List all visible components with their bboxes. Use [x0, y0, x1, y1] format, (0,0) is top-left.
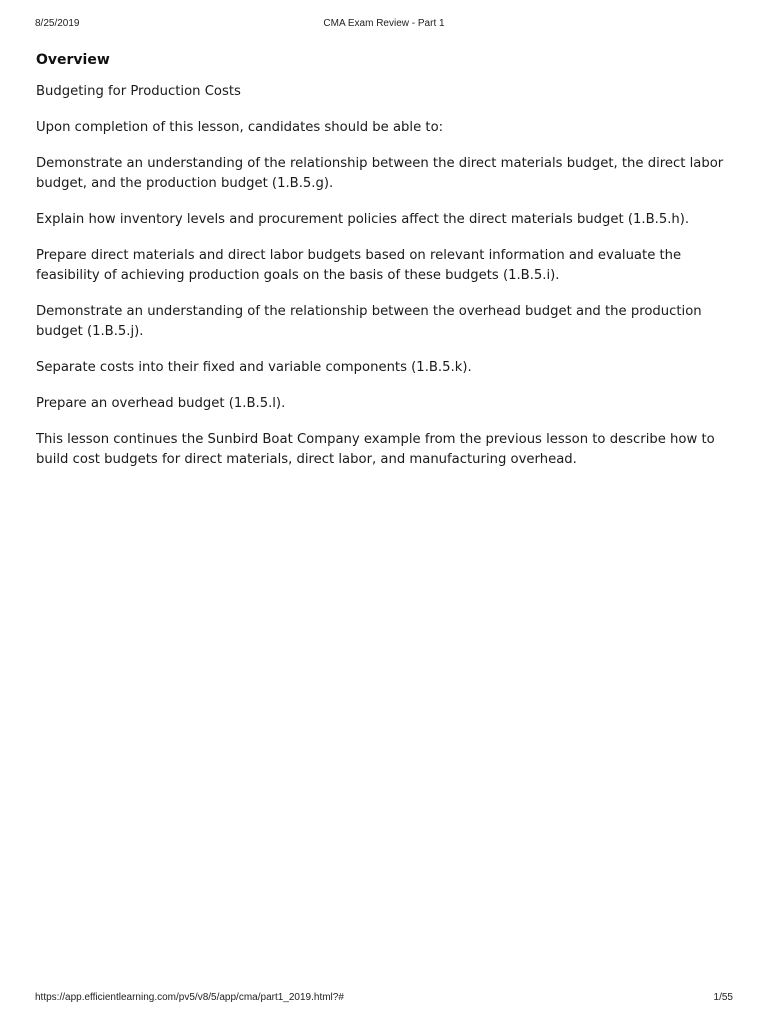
- lesson-summary: This lesson continues the Sunbird Boat Company example from the previous lesson to describe how to build cost budgets for direct materials, direct labor, and manufacturing overhead.: [36, 432, 715, 467]
- print-footer: [35, 992, 733, 1006]
- objective-item: Demonstrate an understanding of the relationship between the overhead budget and the production budget (1.B.5.j).: [36, 304, 702, 339]
- lesson-content: [36, 50, 734, 486]
- objective-item: Prepare direct materials and direct labor budgets based on relevant information and evaluate the feasibility of achieving production goals on the basis of these budgets (1.B.5.i).: [36, 248, 682, 283]
- page-number: 1/55: [713, 992, 733, 1003]
- objectives-intro: Upon completion of this lesson, candidates should be able to:: [36, 120, 444, 135]
- print-date: 8/25/2019: [35, 18, 80, 29]
- print-header: [35, 18, 733, 32]
- objective-item: Explain how inventory levels and procurement policies affect the direct materials budget (1.B.5.h).: [36, 212, 690, 227]
- document-title: CMA Exam Review - Part 1: [323, 18, 445, 29]
- page-url: https://app.efficientlearning.com/pv5/v8/5/app/cma/part1_2019.html?#: [35, 992, 344, 1003]
- objective-item: Demonstrate an understanding of the relationship between the direct materials budget, the direct labor budget, and the production budget (1.B.5.g).: [36, 156, 724, 191]
- objective-item: Prepare an overhead budget (1.B.5.l).: [36, 396, 286, 411]
- objective-item: Separate costs into their fixed and variable components (1.B.5.k).: [36, 360, 472, 375]
- lesson-subtitle: Budgeting for Production Costs: [36, 84, 241, 99]
- section-heading: Overview: [36, 52, 110, 68]
